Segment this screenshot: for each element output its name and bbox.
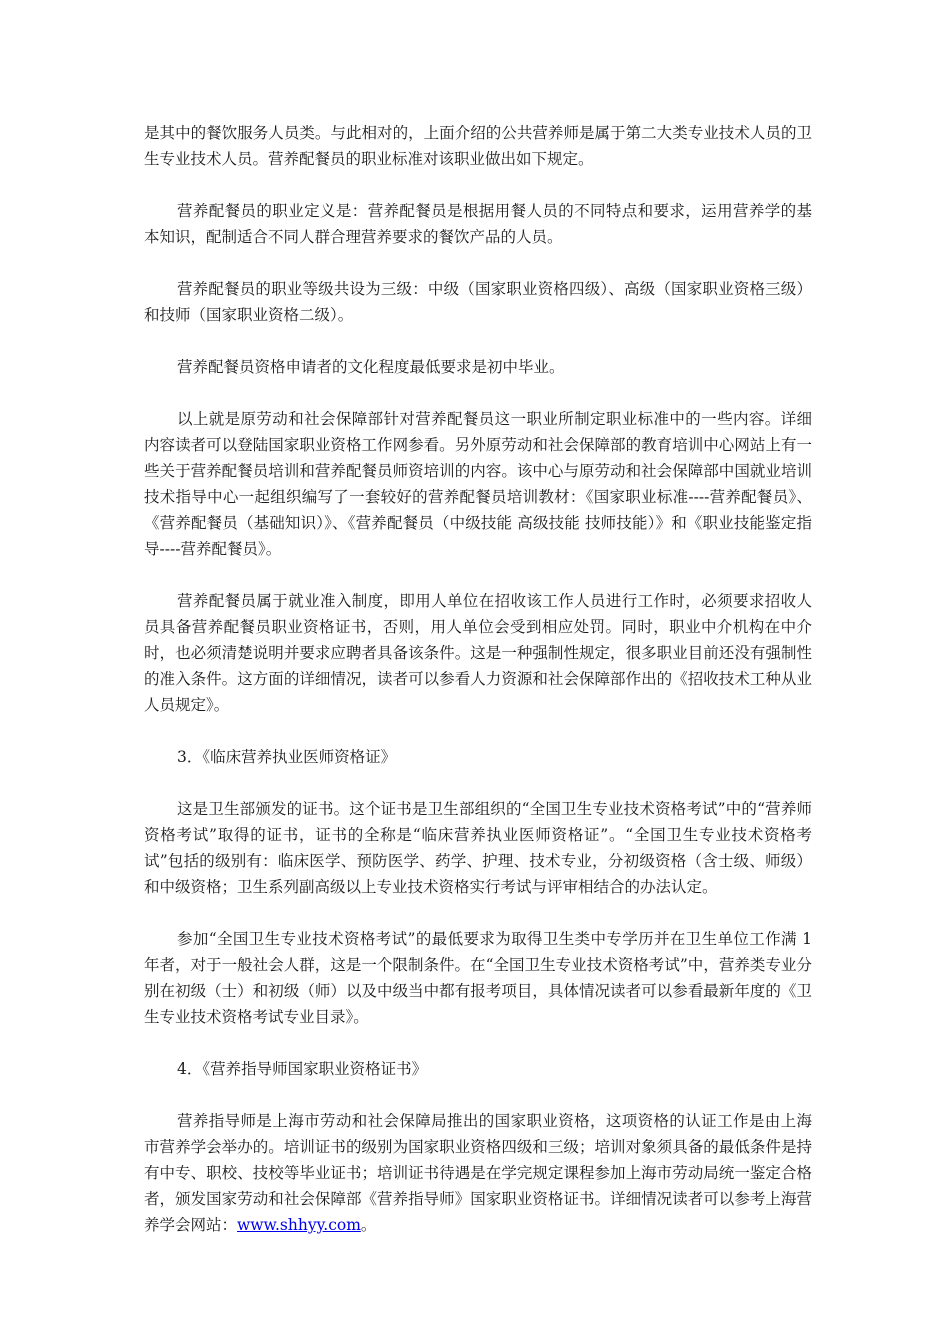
paragraph-access-system: 营养配餐员属于就业准入制度，即用人单位在招收该工作人员进行工作时，必须要求招收人员具备营养配餐员职业资格证书，否则，用人单位会受到相应处罚。同时，职业中介机构在中介时，也必须清楚说明并要求应聘者具备该条件。这是一种强制性规定，很多职业目前还没有强制性的准入条件。这方面的详细情况，读者可以参看人力资源和社会保障部作出的《招收技术工种从业人员规定》。 xyxy=(144,592,812,714)
paragraph-guide-certificate xyxy=(144,1108,812,1238)
paragraph-exam-requirements: 参加“全国卫生专业技术资格考试”的最低要求为取得卫生类中专学历并在卫生单位工作满 1 年者，对于一般社会人群，这是一个限制条件。在“全国卫生专业技术资格考试”中，营养类专业分别在初级（士）和初级（师）以及中级当中都有报考项目，具体情况读者可以参看最新年度的《卫生专业技术资格考试专业目录》。 xyxy=(144,930,812,1026)
paragraph-definition: 营养配餐员的职业定义是：营养配餐员是根据用餐人员的不同特点和要求，运用营养学的基本知识，配制适合不同人群合理营养要求的餐饮产品的人员。 xyxy=(144,202,812,246)
paragraph-clinical-certificate: 这是卫生部颁发的证书。这个证书是卫生部组织的“全国卫生专业技术资格考试”中的“营养师资格考试”取得的证书，证书的全称是“临床营养执业医师资格证”。“全国卫生专业技术资格考试”包括的级别有：临床医学、预防医学、药学、护理、技术专业，分初级资格（含士级、师级）和中级资格；卫生系列副高级以上专业技术资格实行考试与评审相结合的办法认定。 xyxy=(144,800,812,896)
document-page xyxy=(144,120,812,1264)
paragraph-guide-end: 。 xyxy=(360,1216,377,1234)
website-link[interactable]: www.shhyy.com xyxy=(237,1216,361,1234)
paragraph-standards: 以上就是原劳动和社会保障部针对营养配餐员这一职业所制定职业标准中的一些内容。详细内容读者可以登陆国家职业资格工作网参看。另外原劳动和社会保障部的教育培训中心网站上有一些关于营养配餐员培训和营养配餐员师资培训的内容。该中心与原劳动和社会保障部中国就业培训技术指导中心一起组织编写了一套较好的营养配餐员培训教材：《国家职业标准----营养配餐员》、《营养配餐员（基础知识）》、《营养配餐员（中级技能 高级技能 技师技能）》和《职业技能鉴定指导----营养配餐员》。 xyxy=(144,410,812,558)
section-heading-4: 4．《营养指导师国家职业资格证书》 xyxy=(177,1060,428,1078)
paragraph-intro: 是其中的餐饮服务人员类。与此相对的，上面介绍的公共营养师是属于第二大类专业技术人员的卫生专业技术人员。营养配餐员的职业标准对该职业做出如下规定。 xyxy=(144,124,812,168)
paragraph-guide-text: 营养指导师是上海市劳动和社会保障局推出的国家职业资格，这项资格的认证工作是由上海市营养学会举办的。培训证书的级别为国家职业资格四级和三级；培训对象须具备的最低条件是持有中专、职校、技校等毕业证书；培训证书待遇是在学完规定课程参加上海市劳动局统一鉴定合格者，颁发国家劳动和社会保障部《营养指导师》国家职业资格证书。详细情况读者可以参考上海营养学会网站： xyxy=(144,1112,812,1234)
paragraph-levels: 营养配餐员的职业等级共设为三级：中级（国家职业资格四级）、高级（国家职业资格三级）和技师（国家职业资格二级）。 xyxy=(144,280,812,324)
paragraph-education: 营养配餐员资格申请者的文化程度最低要求是初中毕业。 xyxy=(177,358,565,376)
section-heading-3: 3．《临床营养执业医师资格证》 xyxy=(177,748,397,766)
